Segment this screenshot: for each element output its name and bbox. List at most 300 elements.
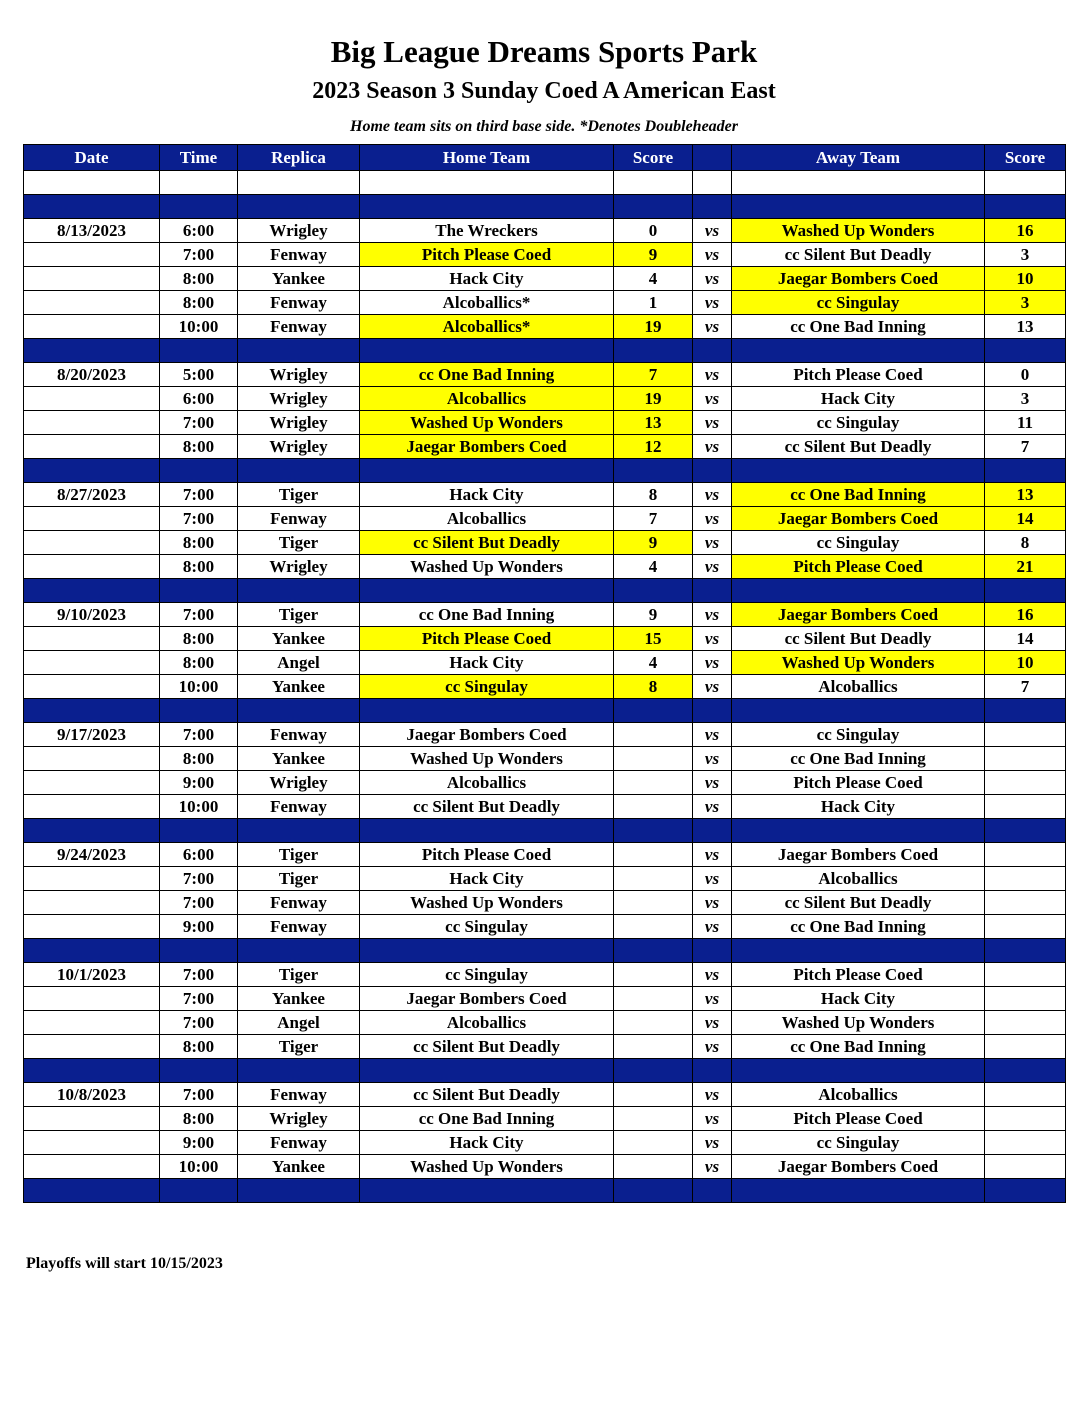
game-row [24,1011,1066,1035]
game-replica: Wrigley [238,435,360,459]
away-team: cc One Bad Inning [732,483,985,507]
home-score [614,963,693,987]
away-score [985,1131,1066,1155]
away-score [985,771,1066,795]
game-replica: Fenway [238,795,360,819]
away-team: cc Singulay [732,1131,985,1155]
game-date-empty [24,891,160,915]
game-replica: Fenway [238,507,360,531]
vs-label: vs [693,483,732,507]
col-header-date: Date [24,145,160,171]
game-date-empty [24,915,160,939]
away-score: 3 [985,387,1066,411]
home-team: The Wreckers [360,219,614,243]
game-date-empty [24,507,160,531]
game-time: 10:00 [160,315,238,339]
game-time: 6:00 [160,843,238,867]
game-replica: Yankee [238,267,360,291]
home-team: cc Silent But Deadly [360,531,614,555]
game-date: 10/8/2023 [24,1083,160,1107]
game-time: 5:00 [160,363,238,387]
home-score: 8 [614,483,693,507]
home-score: 9 [614,243,693,267]
game-date-empty [24,1107,160,1131]
vs-label: vs [693,675,732,699]
away-team: Washed Up Wonders [732,219,985,243]
home-team: cc One Bad Inning [360,1107,614,1131]
home-score [614,891,693,915]
vs-label: vs [693,507,732,531]
away-score [985,723,1066,747]
game-time: 7:00 [160,1083,238,1107]
away-score [985,867,1066,891]
game-replica: Yankee [238,1155,360,1179]
game-replica: Yankee [238,987,360,1011]
game-row [24,243,1066,267]
away-team: cc Silent But Deadly [732,891,985,915]
game-date-empty [24,315,160,339]
game-replica: Wrigley [238,219,360,243]
home-team: Alcoballics [360,771,614,795]
away-score: 16 [985,603,1066,627]
away-team: cc Singulay [732,531,985,555]
away-score: 11 [985,411,1066,435]
game-row [24,747,1066,771]
home-score [614,771,693,795]
vs-label: vs [693,915,732,939]
away-score: 7 [985,675,1066,699]
vs-label: vs [693,411,732,435]
home-team: Washed Up Wonders [360,1155,614,1179]
game-time: 10:00 [160,675,238,699]
away-team: cc Silent But Deadly [732,435,985,459]
game-date: 10/1/2023 [24,963,160,987]
col-header-vs [693,145,732,171]
game-date-empty [24,987,160,1011]
away-team: cc One Bad Inning [732,747,985,771]
game-row [24,963,1066,987]
game-time: 7:00 [160,891,238,915]
vs-label: vs [693,387,732,411]
away-team: Hack City [732,387,985,411]
game-time: 7:00 [160,723,238,747]
away-team: Alcoballics [732,867,985,891]
separator-band [24,579,1066,603]
game-row [24,363,1066,387]
home-score: 4 [614,267,693,291]
away-score: 7 [985,435,1066,459]
game-row [24,915,1066,939]
game-date-empty [24,267,160,291]
game-time: 8:00 [160,1035,238,1059]
game-time: 8:00 [160,435,238,459]
away-team: cc One Bad Inning [732,315,985,339]
away-team: cc Silent But Deadly [732,243,985,267]
game-time: 7:00 [160,987,238,1011]
game-row [24,315,1066,339]
game-time: 10:00 [160,1155,238,1179]
home-score: 9 [614,531,693,555]
home-score [614,867,693,891]
game-row [24,891,1066,915]
game-date: 9/10/2023 [24,603,160,627]
vs-label: vs [693,555,732,579]
away-score: 13 [985,483,1066,507]
away-score: 3 [985,291,1066,315]
away-score [985,1083,1066,1107]
game-time: 8:00 [160,531,238,555]
vs-label: vs [693,771,732,795]
away-score [985,1155,1066,1179]
separator-band [24,195,1066,219]
vs-label: vs [693,867,732,891]
game-replica: Wrigley [238,387,360,411]
away-team: Hack City [732,795,985,819]
schedule-table [23,144,1066,1203]
game-time: 8:00 [160,651,238,675]
away-team: Pitch Please Coed [732,1107,985,1131]
game-date-empty [24,555,160,579]
game-row [24,987,1066,1011]
home-team: Alcoballics [360,507,614,531]
game-replica: Fenway [238,291,360,315]
game-replica: Fenway [238,315,360,339]
game-replica: Yankee [238,747,360,771]
header-row [24,145,1066,171]
home-team: Alcoballics [360,387,614,411]
home-team: cc Singulay [360,915,614,939]
game-date-empty [24,411,160,435]
home-score: 19 [614,387,693,411]
away-team: Jaegar Bombers Coed [732,603,985,627]
away-team: cc One Bad Inning [732,915,985,939]
separator-band [24,699,1066,723]
home-score [614,1011,693,1035]
home-score [614,795,693,819]
col-header-replica: Replica [238,145,360,171]
game-replica: Wrigley [238,363,360,387]
home-score: 13 [614,411,693,435]
home-score [614,843,693,867]
game-row [24,795,1066,819]
home-team: Pitch Please Coed [360,627,614,651]
away-team: cc Singulay [732,291,985,315]
game-replica: Fenway [238,1131,360,1155]
away-score [985,891,1066,915]
away-score [985,747,1066,771]
game-row [24,771,1066,795]
game-date-empty [24,387,160,411]
vs-label: vs [693,315,732,339]
home-team: Alcoballics* [360,315,614,339]
game-row [24,1155,1066,1179]
away-score [985,963,1066,987]
away-team: cc Singulay [732,411,985,435]
home-team: Jaegar Bombers Coed [360,987,614,1011]
game-row [24,411,1066,435]
separator-band [24,1179,1066,1203]
home-team: Pitch Please Coed [360,843,614,867]
away-team: Washed Up Wonders [732,1011,985,1035]
game-date-empty [24,435,160,459]
home-score: 19 [614,315,693,339]
away-score: 14 [985,627,1066,651]
away-score [985,1011,1066,1035]
game-row [24,603,1066,627]
vs-label: vs [693,1011,732,1035]
game-row [24,435,1066,459]
game-time: 7:00 [160,1011,238,1035]
game-row [24,843,1066,867]
game-row [24,651,1066,675]
game-row [24,1131,1066,1155]
home-team: cc One Bad Inning [360,603,614,627]
game-date-empty [24,1131,160,1155]
away-team: Jaegar Bombers Coed [732,267,985,291]
game-replica: Tiger [238,531,360,555]
home-team: Hack City [360,1131,614,1155]
game-date: 8/13/2023 [24,219,160,243]
game-replica: Fenway [238,1083,360,1107]
home-team: Pitch Please Coed [360,243,614,267]
away-team: Jaegar Bombers Coed [732,843,985,867]
home-score: 7 [614,507,693,531]
home-score [614,1131,693,1155]
game-row [24,219,1066,243]
separator-band [24,339,1066,363]
game-row [24,507,1066,531]
home-team: cc Singulay [360,963,614,987]
home-team: Hack City [360,483,614,507]
game-date: 8/27/2023 [24,483,160,507]
game-date-empty [24,1035,160,1059]
home-team: Washed Up Wonders [360,891,614,915]
home-team: Hack City [360,651,614,675]
vs-label: vs [693,267,732,291]
home-score [614,1107,693,1131]
game-date-empty [24,291,160,315]
away-team: Pitch Please Coed [732,555,985,579]
away-team: Hack City [732,987,985,1011]
away-score: 16 [985,219,1066,243]
vs-label: vs [693,987,732,1011]
game-replica: Tiger [238,483,360,507]
col-header-away-team: Away Team [732,145,985,171]
away-score: 10 [985,267,1066,291]
home-score: 0 [614,219,693,243]
vs-label: vs [693,531,732,555]
game-time: 7:00 [160,603,238,627]
home-team: Jaegar Bombers Coed [360,435,614,459]
game-time: 9:00 [160,915,238,939]
game-row [24,627,1066,651]
separator-band [24,1059,1066,1083]
game-time: 8:00 [160,291,238,315]
away-team: Pitch Please Coed [732,771,985,795]
home-team: Washed Up Wonders [360,747,614,771]
home-score: 4 [614,555,693,579]
vs-label: vs [693,963,732,987]
game-row [24,1083,1066,1107]
game-time: 8:00 [160,555,238,579]
vs-label: vs [693,891,732,915]
game-replica: Fenway [238,723,360,747]
game-replica: Wrigley [238,1107,360,1131]
game-replica: Angel [238,651,360,675]
game-row [24,675,1066,699]
away-score: 10 [985,651,1066,675]
home-team: Hack City [360,267,614,291]
game-row [24,387,1066,411]
home-score [614,915,693,939]
game-row [24,291,1066,315]
vs-label: vs [693,723,732,747]
game-time: 10:00 [160,795,238,819]
vs-label: vs [693,363,732,387]
vs-label: vs [693,603,732,627]
game-replica: Yankee [238,627,360,651]
home-score: 7 [614,363,693,387]
game-date-empty [24,795,160,819]
game-row [24,1107,1066,1131]
game-time: 7:00 [160,963,238,987]
game-time: 7:00 [160,483,238,507]
game-time: 9:00 [160,1131,238,1155]
vs-label: vs [693,1083,732,1107]
schedule-note: Home team sits on third base side. *Denotes Doubleheader [350,118,738,135]
home-score: 1 [614,291,693,315]
separator-band [24,459,1066,483]
page-title: Big League Dreams Sports Park [330,34,758,69]
away-team: Alcoballics [732,675,985,699]
game-date-empty [24,675,160,699]
home-team: cc Singulay [360,675,614,699]
game-replica: Tiger [238,843,360,867]
away-team: cc One Bad Inning [732,1035,985,1059]
away-score [985,987,1066,1011]
away-team: Alcoballics [732,1083,985,1107]
home-team: cc Silent But Deadly [360,1083,614,1107]
game-replica: Tiger [238,603,360,627]
home-score [614,987,693,1011]
away-team: Jaegar Bombers Coed [732,1155,985,1179]
game-date-empty [24,531,160,555]
game-time: 9:00 [160,771,238,795]
game-date-empty [24,867,160,891]
vs-label: vs [693,795,732,819]
game-time: 6:00 [160,387,238,411]
away-team: cc Singulay [732,723,985,747]
away-score [985,795,1066,819]
away-score [985,1035,1066,1059]
vs-label: vs [693,435,732,459]
game-date-empty [24,627,160,651]
game-date-empty [24,771,160,795]
game-time: 7:00 [160,507,238,531]
game-replica: Angel [238,1011,360,1035]
col-header-away-score: Score [985,145,1066,171]
blank-row [24,171,1066,195]
col-header-home-team: Home Team [360,145,614,171]
away-team: Washed Up Wonders [732,651,985,675]
game-row [24,723,1066,747]
vs-label: vs [693,1035,732,1059]
home-score [614,747,693,771]
game-date: 8/20/2023 [24,363,160,387]
game-time: 6:00 [160,219,238,243]
game-replica: Wrigley [238,771,360,795]
game-date-empty [24,651,160,675]
vs-label: vs [693,651,732,675]
game-date-empty [24,1011,160,1035]
home-team: cc One Bad Inning [360,363,614,387]
separator-band [24,939,1066,963]
away-team: Jaegar Bombers Coed [732,507,985,531]
away-team: cc Silent But Deadly [732,627,985,651]
playoffs-note: Playoffs will start 10/15/2023 [26,1255,223,1272]
game-replica: Tiger [238,963,360,987]
page-subtitle: 2023 Season 3 Sunday Coed A American East [312,78,776,104]
game-date-empty [24,243,160,267]
game-replica: Tiger [238,867,360,891]
vs-label: vs [693,219,732,243]
away-score: 13 [985,315,1066,339]
col-header-time: Time [160,145,238,171]
away-score: 21 [985,555,1066,579]
home-team: Washed Up Wonders [360,555,614,579]
game-replica: Tiger [238,1035,360,1059]
game-time: 7:00 [160,411,238,435]
vs-label: vs [693,843,732,867]
game-time: 7:00 [160,243,238,267]
home-team: cc Silent But Deadly [360,795,614,819]
game-replica: Fenway [238,915,360,939]
home-score [614,1083,693,1107]
away-score: 14 [985,507,1066,531]
game-date-empty [24,747,160,771]
away-score: 0 [985,363,1066,387]
home-score [614,1155,693,1179]
vs-label: vs [693,1107,732,1131]
away-score [985,1107,1066,1131]
home-score [614,1035,693,1059]
away-score [985,843,1066,867]
home-score: 8 [614,675,693,699]
home-team: Alcoballics [360,1011,614,1035]
game-time: 8:00 [160,1107,238,1131]
schedule-body [24,171,1066,1203]
game-replica: Wrigley [238,555,360,579]
vs-label: vs [693,747,732,771]
vs-label: vs [693,1131,732,1155]
vs-label: vs [693,243,732,267]
game-time: 7:00 [160,867,238,891]
game-date-empty [24,1155,160,1179]
home-team: Alcoballics* [360,291,614,315]
game-replica: Fenway [238,243,360,267]
home-score: 4 [614,651,693,675]
game-row [24,867,1066,891]
game-date: 9/24/2023 [24,843,160,867]
game-replica: Wrigley [238,411,360,435]
game-row [24,483,1066,507]
home-score: 12 [614,435,693,459]
home-score: 9 [614,603,693,627]
home-team: Washed Up Wonders [360,411,614,435]
away-score: 3 [985,243,1066,267]
game-time: 8:00 [160,747,238,771]
game-time: 8:00 [160,627,238,651]
